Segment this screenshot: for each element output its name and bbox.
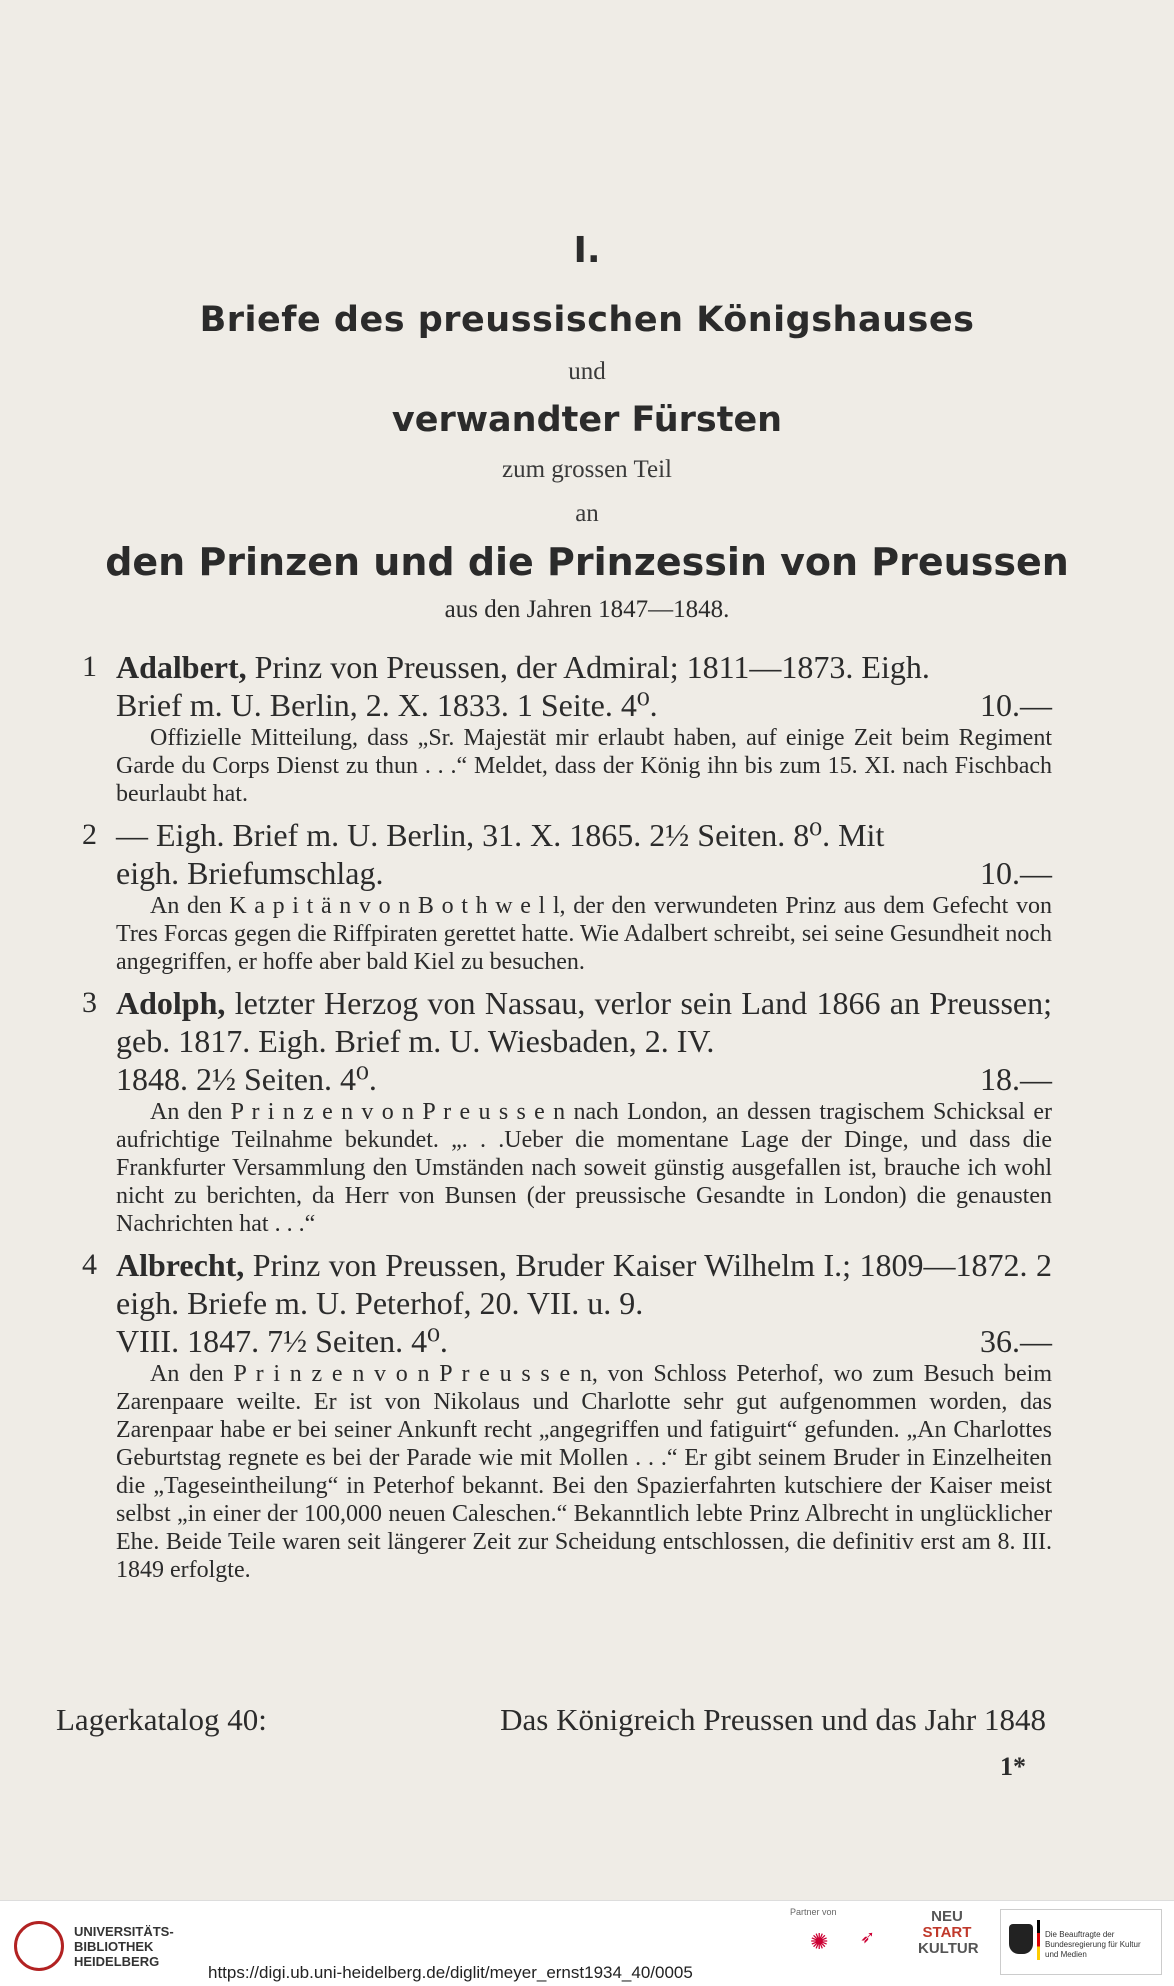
catalog-subject: Das Königreich Preussen und das Jahr 1848 (500, 1702, 1046, 1737)
entry-description: An den P r i n z e n v o n P r e u s s e n, von Schloss Peterhof, wo zum Besuch beim Zarenpaare weilte. Er ist von Nikolaus und Charlotte sehr gut aufgenommen worden, das Zarenpaar habe er bei seiner Ankunft recht „angegriffen und fatiguirt“ gefunden. „An Charlottes Geburtstag regnete es bei der Parade wie mit Mollen . . .“ Er gibt seinem Bruder in Einzelheiten die „Tageseintheilung“ in Peterhof bekannt. Bei den Spazierfahrten kutschiere der Kaiser meist selbst „in einer der 100,000 neuen Caleschen.“ Bekanntlich lebte Prinz Albrecht in unglücklicher Ehe. Beide Teile waren seit längerer Zeit zur Scheidung entschlossen, die definitiv erst am 8. III. 1849 erfolgte. (116, 1361, 1052, 1583)
subtitle-an: an (575, 500, 599, 527)
entry-number: 1 (82, 650, 97, 683)
entry-description: Offizielle Mitteilung, dass „Sr. Majestät mir erlaubt haben, auf einige Zeit beim Regiment Garde du Corps Dienst zu thun . . .“ Meldet, dass der König ihn bis zum 15. XI. nach Fischbach beurlaubt hat. (116, 725, 1052, 807)
entry-price: 10.— (980, 687, 1052, 723)
entry-name: Adolph, (116, 985, 226, 1021)
section-title: Briefe des preussischen Königshauses (199, 300, 975, 340)
entry-heading (116, 816, 1052, 854)
section-numeral: I. (573, 230, 601, 271)
entry-line1: Prinz von Preussen, Bruder Kaiser Wilhelm I.; 1809—1872. 2 eigh. Briefe m. U. Peterhof, 20. VII. u. 9. (116, 1247, 1052, 1321)
library-name: UNIVERSITÄTS- BIBLIOTHEK HEIDELBERG (74, 1923, 174, 1969)
page-number: 1* (1000, 1752, 1026, 1781)
entry-heading (116, 1246, 1052, 1322)
catalog-entry (82, 984, 1052, 1238)
entry-heading (116, 648, 1052, 686)
partner-label: Partner von (790, 1907, 837, 1917)
catalog-footer (56, 1702, 1046, 1738)
dlb-logo-icon[interactable]: ✺ (810, 1929, 829, 1954)
entry-name: Albrecht, (116, 1247, 245, 1283)
section-subtitle: verwandter Fürsten (391, 400, 783, 440)
entry-heading-2 (116, 854, 1052, 892)
entry-description: An den K a p i t ä n v o n B o t h w e l l, der den verwundeten Prinz aus dem Gefecht von Tres Forcas gegen die Riffpiraten gerettet hatte. Wie Adalbert schreibt, sei seine Gesundheit noch angegriffen, er hoffe aber bald Kiel zu besuchen. (116, 893, 1052, 975)
library-logo[interactable] (14, 1921, 174, 1971)
federal-eagle-icon (1009, 1924, 1033, 1954)
entry-number: 4 (82, 1248, 97, 1281)
section-years: aus den Jahren 1847—1848. (444, 596, 730, 623)
subtitle-und: und (568, 358, 606, 385)
university-seal-icon (14, 1921, 64, 1971)
bkm-logo[interactable] (1000, 1909, 1162, 1975)
entry-price: 36.— (980, 1323, 1052, 1359)
neustart-kultur-logo[interactable]: NEU START KULTUR (918, 1908, 979, 1957)
entry-line1: Prinz von Preussen, der Admiral; 1811—1873. Eigh. (246, 649, 930, 685)
bkm-label: Die Beauftragte der Bundesregierung für Kultur und Medien (1045, 1930, 1141, 1959)
entry-number: 3 (82, 986, 97, 1019)
entry-line2: Brief m. U. Berlin, 2. X. 1833. 1 Seite. 4⁰. (116, 687, 658, 723)
catalog-entry (82, 816, 1052, 976)
entry-line2: VIII. 1847. 7½ Seiten. 4⁰. (116, 1323, 448, 1359)
german-flag-icon (1037, 1920, 1040, 1960)
viewer-footer-bar (0, 1900, 1174, 1986)
entry-price: 18.— (980, 1061, 1052, 1097)
section-recipients: den Prinzen und die Prinzessin von Preussen (105, 540, 1069, 584)
catalog-entry (82, 1246, 1052, 1584)
entry-name: Adalbert, (116, 649, 247, 685)
page-url-link[interactable]: https://digi.ub.uni-heidelberg.de/diglit/meyer_ernst1934_40/0005 (208, 1963, 693, 1982)
entry-line2: eigh. Briefumschlag. (116, 855, 384, 891)
entry-line1: letzter Herzog von Nassau, verlor sein Land 1866 an Preussen; geb. 1817. Eigh. Brief m. U. Wiesbaden, 2. IV. (116, 985, 1052, 1059)
entry-line1: — Eigh. Brief m. U. Berlin, 31. X. 1865. 2½ Seiten. 8⁰. Mit (116, 817, 885, 853)
entry-price: 10.— (980, 855, 1052, 891)
subtitle-zum: zum grossen Teil (502, 456, 672, 483)
entry-heading-2 (116, 1060, 1052, 1098)
catalog-entries (82, 648, 1052, 1592)
partner-bird-icon: ➶ (860, 1927, 876, 1947)
entry-line2: 1848. 2½ Seiten. 4⁰. (116, 1061, 377, 1097)
catalog-entry (82, 648, 1052, 808)
catalog-number: Lagerkatalog 40: (56, 1702, 267, 1737)
entry-heading-2 (116, 1322, 1052, 1360)
entry-number: 2 (82, 818, 97, 851)
entry-heading (116, 984, 1052, 1060)
entry-heading-2 (116, 686, 1052, 724)
entry-description: An den P r i n z e n v o n P r e u s s e n nach London, an dessen tragischem Schicksal er aufrichtige Teilnahme bekundet. „. . .Ueber die momentane Lage der Dinge, und dass die Frankfurter Versammlung den Umständen nach soweit günstig ausgefallen ist, brauche ich wohl nicht zu berichten, da Herr von Bunsen (der preussische Gesandte in London) die genausten Nachrichten hat . . .“ (116, 1099, 1052, 1237)
